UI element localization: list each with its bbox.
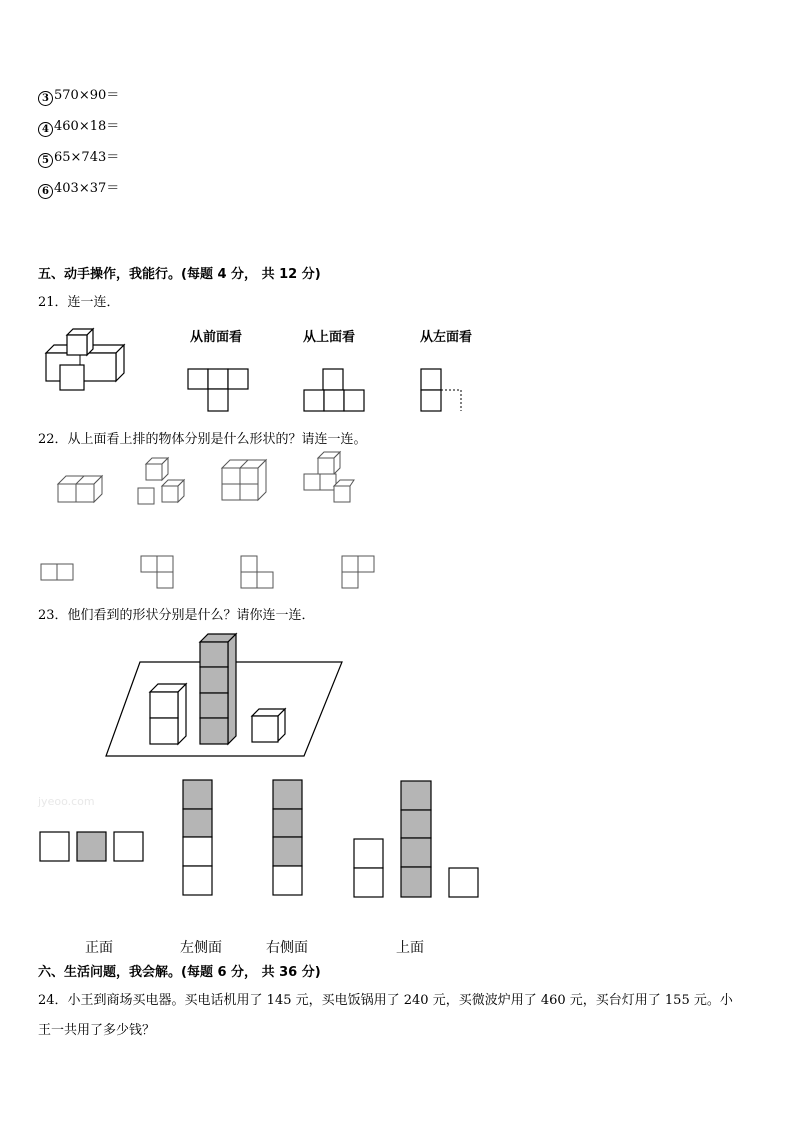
- label-left-side: 左侧面: [180, 940, 222, 956]
- question-21-text: 21．连一连．: [38, 295, 120, 310]
- q23-scene: [104, 634, 346, 758]
- question-24-line-1: 24．小王到商场买电器。买电话机用了 145 元，买电饭锅用了 240 元，买微波炉用了 460 元，买台灯用了 155 元。小: [38, 993, 733, 1008]
- section-5-title: 五、动手操作，我能行。(每题 4 分， 共 12 分): [38, 267, 321, 282]
- q21-view-shape-3: [420, 368, 470, 412]
- watermark: jyeoo.com: [38, 795, 95, 808]
- question-22-text: 22．从上面看上排的物体分别是什么形状的？请连一连。: [38, 432, 367, 447]
- q22-top-view-2: [140, 555, 176, 591]
- calc-expression: 65×743＝: [54, 150, 120, 165]
- q22-solid-1: [56, 472, 106, 506]
- view-label-left: 从左面看: [420, 330, 473, 345]
- q21-view-shape-1: [188, 368, 258, 412]
- calc-item-4: [38, 115, 119, 137]
- label-front: 正面: [85, 940, 113, 956]
- view-label-front: 从前面看: [190, 330, 243, 345]
- q22-solid-2: [136, 456, 190, 508]
- calc-expression: 403×37＝: [54, 181, 120, 196]
- circled-number: 4: [38, 122, 53, 137]
- q21-cube-solid: [40, 325, 130, 395]
- q23-shape-4: [353, 778, 483, 900]
- q21-view-shape-2: [303, 368, 373, 412]
- label-right-side: 右侧面: [266, 940, 308, 956]
- q22-solid-3: [220, 458, 268, 504]
- q23-shape-2: [182, 778, 216, 898]
- circled-number: 5: [38, 153, 53, 168]
- q22-top-view-1: [40, 563, 76, 583]
- question-24-line-2: 王一共用了多少钱？: [38, 1023, 156, 1038]
- circled-number: 6: [38, 184, 53, 199]
- q23-shape-3: [272, 778, 306, 898]
- calc-expression: 460×18＝: [54, 119, 120, 134]
- calc-item-6: [38, 177, 119, 199]
- circled-number: 3: [38, 91, 53, 106]
- section-6-title: 六、生活问题，我会解。(每题 6 分， 共 36 分): [38, 965, 321, 980]
- question-23-text: 23．他们看到的形状分别是什么？请你连一连．: [38, 608, 315, 623]
- q22-solid-4: [300, 450, 356, 506]
- calc-item-3: [38, 84, 119, 106]
- view-label-top: 从上面看: [303, 330, 356, 345]
- calc-item-5: [38, 146, 119, 168]
- label-top: 上面: [396, 940, 424, 956]
- q22-top-view-4: [341, 555, 377, 591]
- q23-shape-front: [39, 830, 145, 864]
- q22-top-view-3: [240, 555, 276, 591]
- calc-expression: 570×90＝: [54, 88, 120, 103]
